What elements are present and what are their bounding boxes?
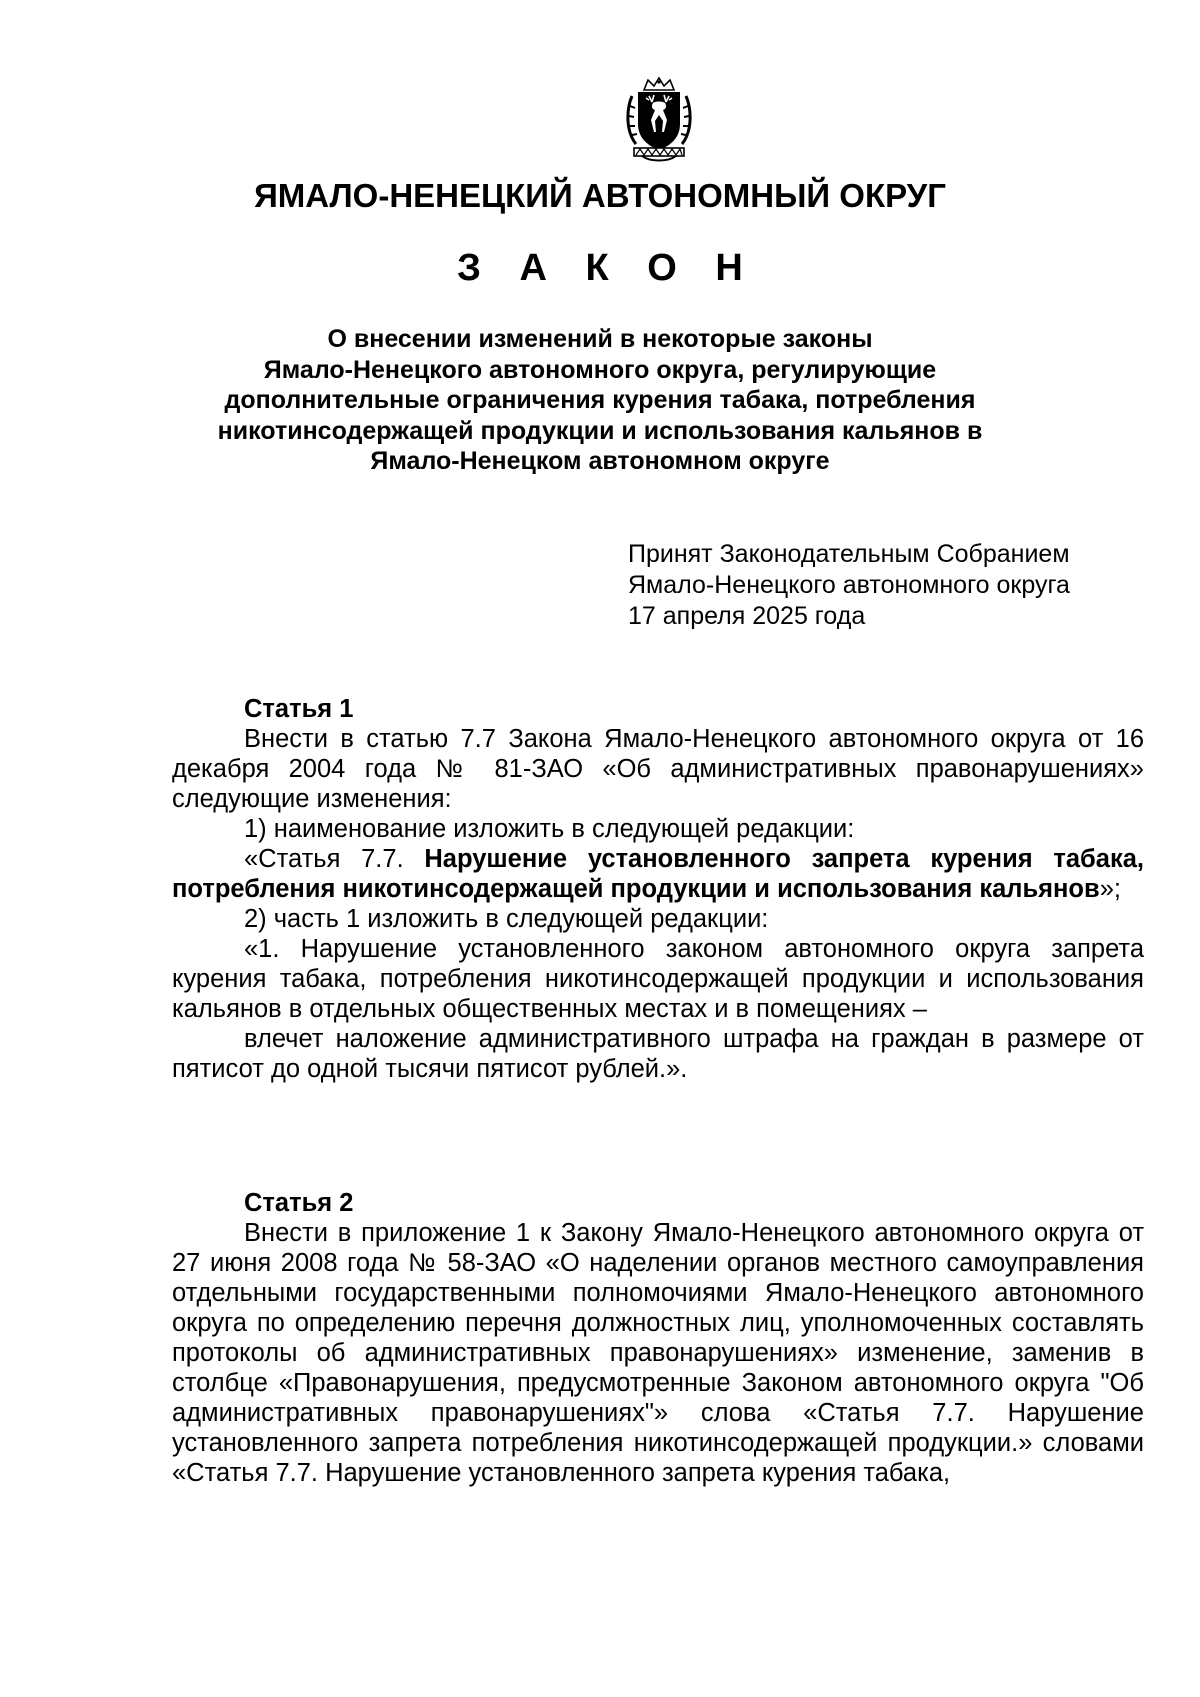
adoption-line: Ямало-Ненецкого автономного округа bbox=[628, 571, 1070, 599]
article-heading: Статья 1 bbox=[244, 695, 354, 723]
law-title-line: дополнительные ограничения курения табака, потребления bbox=[224, 386, 976, 414]
quote-bold-text: Нарушение установленного запрета курения табака, потребления никотинсодержащей продукции и использования кальянов bbox=[172, 845, 1145, 903]
region-name: ЯМАЛО-НЕНЕЦКИЙ АВТОНОМНЫЙ ОКРУГ bbox=[254, 177, 946, 214]
article-1 bbox=[172, 694, 1144, 1084]
adoption-line: Принят Законодательным Собранием bbox=[628, 540, 1070, 568]
law-title-line: Ямало-Ненецком автономном округе bbox=[370, 447, 830, 475]
article-heading: Статья 2 bbox=[244, 1189, 354, 1217]
adoption-date: 17 апреля 2025 года bbox=[628, 602, 866, 630]
law-title-line: никотинсодержащей продукции и использования кальянов в bbox=[217, 416, 983, 445]
article-paragraph: Внести в приложение 1 к Закону Ямало-Ненецкого автономного округа от 27 июня 2008 года № 58-ЗАО «О наделении органов местного самоуправления отдельными государственными полномочиями Ямало-Ненецкого автономного округа по определению перечня должностных лиц, уполномоченных составлять протоколы об административных правонарушениях» изменение, заменив в столбце «Правонарушения, предусмотренные Законом автономного округа "Об административных правонарушениях"» слова «Статья 7.7. Нарушение установленного запрета потребления никотинсодержащей продукции.» словами «Статья 7.7. Нарушение установленного запрета курения табака, bbox=[172, 1219, 1144, 1487]
article-paragraph: влечет наложение административного штрафа на граждан в размере от пятисот до одной тысячи пятисот рублей.». bbox=[172, 1025, 1144, 1083]
article-paragraph: 1) наименование изложить в следующей редакции: bbox=[244, 815, 855, 843]
article-2 bbox=[172, 1188, 1144, 1488]
law-title-line: О внесении изменений в некоторые законы bbox=[327, 325, 873, 353]
document-type: З А К О Н bbox=[457, 247, 757, 289]
article-quote bbox=[172, 844, 1144, 904]
law-title bbox=[200, 324, 1000, 477]
law-title-line: Ямало-Ненецкого автономного округа, регулирующие bbox=[263, 355, 937, 384]
article-paragraph: Внести в статью 7.7 Закона Ямало-Ненецкого автономного округа от 16 декабря 2004 года № 81-ЗАО «Об административных правонарушениях» следующие изменения: bbox=[172, 725, 1144, 813]
article-paragraph: 2) часть 1 изложить в следующей редакции: bbox=[244, 905, 769, 933]
quote-suffix: »; bbox=[1099, 875, 1121, 903]
article-quote: «1. Нарушение установленного законом автономного округа запрета курения табака, потребления никотинсодержащей продукции и использования кальянов в отдельных общественных местах и в помещениях – bbox=[172, 935, 1144, 1023]
quote-prefix: «Статья 7.7. bbox=[244, 845, 425, 873]
coat-of-arms-icon bbox=[622, 76, 696, 166]
adoption-block bbox=[628, 539, 1148, 632]
